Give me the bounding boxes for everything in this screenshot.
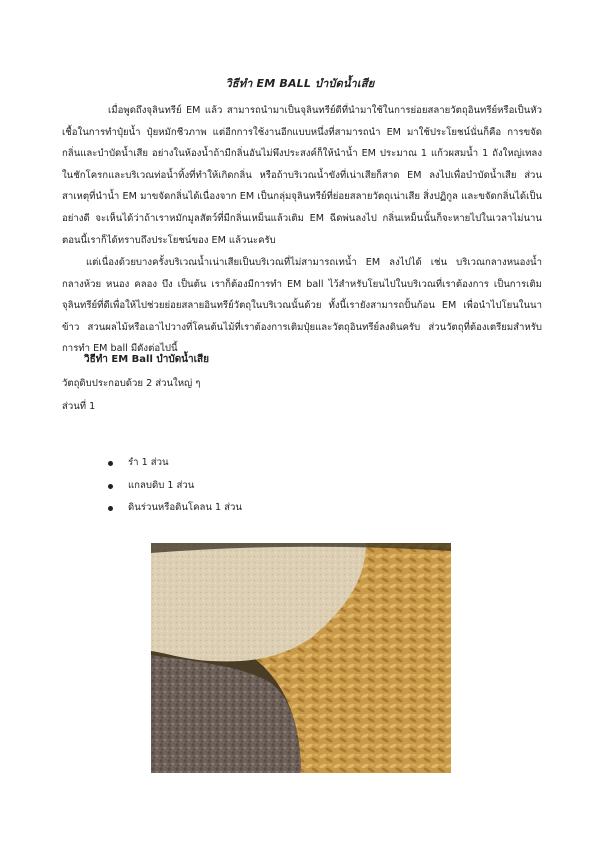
ingredient-text: แกลบดิบ 1 ส่วน — [128, 479, 195, 491]
document-title: วิธีทำ EM BALL บำบัดน้ำเสีย — [225, 77, 375, 90]
paragraph-em-ball: แต่เนื่องด้วยบางครั้งบริเวณน้ำเน่าเสียเป็นบริเวณที่ไม่สามารถเทน้ำ EM ลงไปได้ เช่น บริเวณกลางหนองน้ำ กลางห้วย หนอง คลอง บึง เป็นต้น เราก็ต้องมีการทำ EM ball ไว้สำหรับโยนไปในบริเวณที่เราต้องการ เป็นการเติมจุลินทรีย์ที่ดีเพื่อให้ไปช่วยย่อยสลายอินทรีย์วัตถุในบริเวณนั้นด้วย ทั้งนี้เรายังสามารถปั้นก้อน EM เพื่อนำไปโยนในนาข้าว สวนผลไม้หรือเอาไปวางที่โคนต้นไม้ที่เราต้องการเติมปุ๋ยและวัตถุอินทรีย์ลงดินครับ ส่วนวัตถุที่ต้องเตรียมสำหรับการทำ EM ball มีดังต่อไปนี้ — [62, 257, 542, 355]
bullet-icon — [108, 484, 113, 489]
ingredients-illustration — [151, 543, 451, 773]
ingredients-photo — [151, 543, 451, 773]
list-item — [108, 452, 242, 475]
ingredient-list — [108, 452, 242, 520]
section-heading: วิธีทำ EM Ball บำบัดน้ำเสีย — [84, 354, 210, 365]
bullet-icon — [108, 506, 113, 511]
materials-intro: วัตถุดิบประกอบด้วย 2 ส่วนใหญ่ ๆ — [62, 378, 201, 389]
list-item — [108, 497, 242, 520]
paragraph-intro: เมื่อพูดถึงจุลินทรีย์ EM แล้ว สามารถนำมาเป็นจุลินทรีย์ดีที่นำมาใช้ในการย่อยสลายวัตถุอินทรีย์หรือเป็นหัวเชื้อในการทำปุ๋ยน้ำ ปุ๋ยหมักชีวภาพ แต่อีกการใช้งานอีกแบบหนึ่งที่สามารถนำ EM มาใช้ประโยชน์นั่นก็คือ การขจัดกลิ่นและบำบัดน้ำเสีย อย่างในห้องน้ำถ้ามีกลิ่นอันไม่พึงประสงค์ก็ให้นำน้ำ EM ประมาณ 1 แก้วผสมน้ำ 1 ถังใหญ่เทลงในชักโครกและบริเวณท่อน้ำทิ้งที่ทำให้เกิดกลิ่น หรือถ้าบริเวณน้ำขังที่เน่าเสียก็สาด EM ลงไปเพื่อบำบัดน้ำเสีย ส่วนสาเหตุที่นำน้ำ EM มาขจัดกลิ่นได้เนื่องจาก EM เป็นกลุ่มจุลินทรีย์ที่ย่อยสลายวัตถุเน่าเสีย สิ่งปฏิกูล และขจัดกลิ่นได้เป็นอย่างดี จะเห็นได้ว่าถ้าเราหมักมูลสัตว์ที่มีกลิ่นเหม็นแล้วเติม EM ฉีดพ่นลงไป กลิ่นเหม็นนั้นก็จะหายไปในเวลาไม่นาน ตอนนี้เราก็ได้ทราบถึงประโยชน์ของ EM แล้วนะครับ — [62, 105, 542, 246]
part-label: ส่วนที่ 1 — [62, 401, 96, 412]
list-item — [108, 475, 242, 498]
ingredient-text: รำ 1 ส่วน — [128, 457, 169, 468]
ingredient-text: ดินร่วนหรือดินโคลน 1 ส่วน — [128, 502, 242, 513]
bullet-icon — [108, 461, 113, 466]
